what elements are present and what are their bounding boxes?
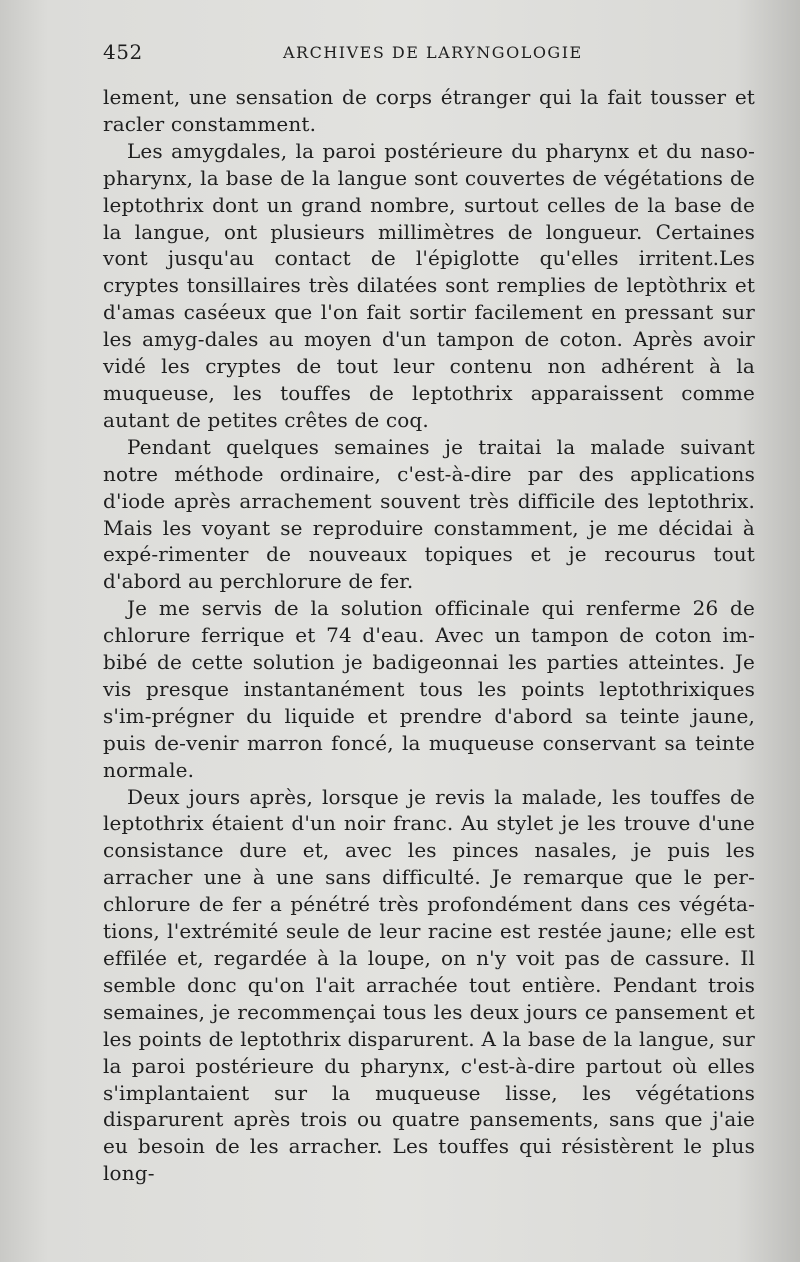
paragraph: Deux jours après, lorsque je revis la malade, les touffes de leptothrix étaient d'un noir franc. Au stylet je les trouve d'une consistance dure et, avec les pinces nasales, je puis les arracher une à une sans difficulté. Je remarque que le per-chlorure de fer a pénétré très profondément dans ces végéta-tions, l'extrémité seule de leur racine est restée jaune; elle est effilée et, regardée à la loupe, on n'y voit pas de cassure. Il semble donc qu'on l'ait arrachée tout entière. Pendant trois semaines, je recommençai tous les deux jours ce pansement et les points de leptothrix disparurent. A la base de la langue, sur la paroi postérieure du pharynx, c'est-à-dire partout où elles s'implantaient sur la muqueuse lisse, les végétations disparurent après trois ou quatre pansements, sans que j'aie eu besoin de les arracher. Les touffes qui résistèrent le plus long- xyxy=(103,784,755,1186)
paragraph: Pendant quelques semaines je traitai la malade suivant notre méthode ordinaire, c'est-à-dire par des applications d'iode après arrachement souvent très difficile des leptothrix. Mais les voyant se reproduire constamment, je me décidai à expé-rimenter de nouveaux topiques et je recourus tout d'abord au perchlorure de fer. xyxy=(103,434,755,594)
body-text xyxy=(103,84,755,1187)
page-number: 452 xyxy=(103,40,143,64)
page-header xyxy=(103,40,753,70)
paragraph: Les amygdales, la paroi postérieure du pharynx et du naso-pharynx, la base de la langue sont couvertes de végétations de leptothrix dont un grand nombre, surtout celles de la base de la langue, ont plusieurs millimètres de longueur. Certaines vont jusqu'au contact de l'épiglotte qu'elles irritent.Les cryptes tonsillaires très dilatées sont remplies de leptòthrix et d'amas caséeux que l'on fait sortir facilement en pressant sur les amyg-dales au moyen d'un tampon de coton. Après avoir vidé les cryptes de tout leur contenu non adhérent à la muqueuse, les touffes de leptothrix apparaissent comme autant de petites crêtes de coq. xyxy=(103,138,755,432)
paragraph: Je me servis de la solution officinale qui renferme 26 de chlorure ferrique et 74 d'eau. Avec un tampon de coton im-bibé de cette solution je badigeonnai les parties atteintes. Je vis presque instantanément tous les points leptothrixiques s'im-prégner du liquide et prendre d'abord sa teinte jaune, puis de-venir marron foncé, la muqueuse conservant sa teinte normale. xyxy=(103,596,755,782)
running-title: ARCHIVES DE LARYNGOLOGIE xyxy=(283,43,583,62)
paragraph-continuation: lement, une sensation de corps étranger qui la fait tousser et racler constamment. xyxy=(103,85,755,136)
